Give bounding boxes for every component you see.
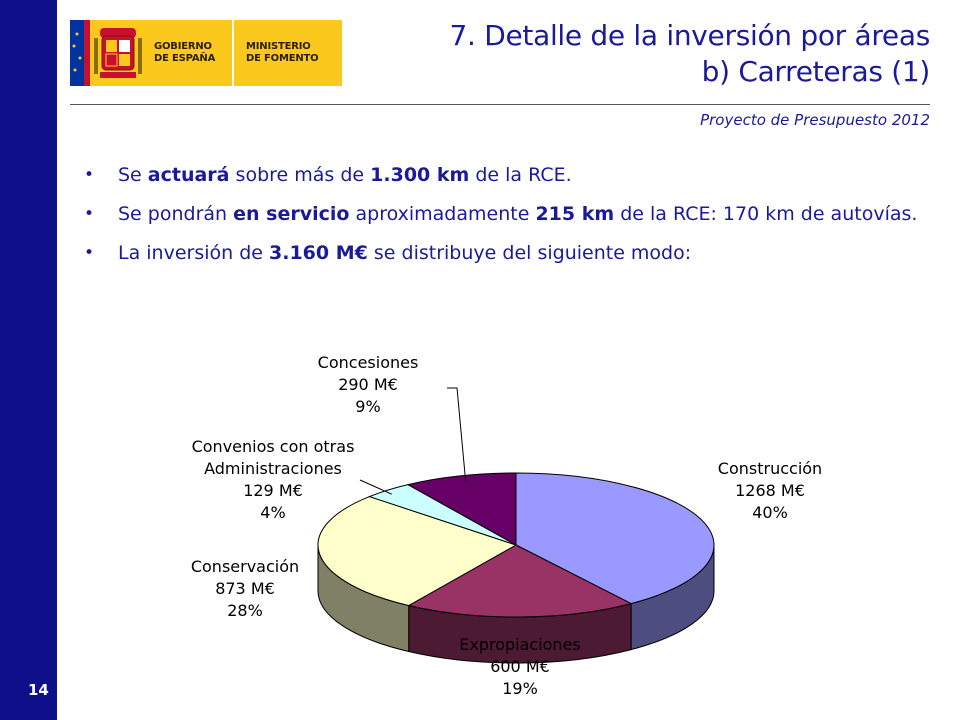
investment-pie-chart [160,340,920,720]
slide-subtitle: Proyecto de Presupuesto 2012 [700,111,930,129]
logo-divider [232,20,234,86]
bullet-dot-icon: • [84,243,95,263]
side-bar [0,0,57,720]
gobierno-wordmark: GOBIERNO DE ESPAÑA [154,41,216,64]
title-line-2: b) Carreteras (1) [701,55,930,88]
label-convenios: Convenios con otras Administraciones 129 M€ 4% [191,437,355,522]
ministerio-wordmark: MINISTERIO DE FOMENTO [246,41,319,64]
page-number: 14 [28,681,49,699]
bullet-dot-icon: • [84,165,95,185]
bullet-dot-icon: • [84,204,95,224]
header-divider [70,104,930,105]
bullet-list [84,162,930,279]
pie-tops [318,473,714,617]
coat-of-arms-icon [70,20,148,86]
label-construccion: Construcción 1268 M€ 40% [717,459,823,522]
label-conservacion: Conservación 873 M€ 28% [190,557,300,620]
bullet-item: • Se actuará sobre más de 1.300 km de la RCE. [84,162,930,189]
title-line-1: 7. Detalle de la inversión por áreas [449,19,930,52]
bullet-item: • La inversión de 3.160 M€ se distribuye del siguiente modo: [84,240,930,267]
government-logo [70,20,342,86]
label-expropiaciones: Expropiaciones 600 M€ 19% [459,635,581,698]
label-concesiones: Concesiones 290 M€ 9% [317,353,419,416]
slide-title [450,18,931,90]
bullet-item: • Se pondrán en servicio aproximadamente 215 km de la RCE: 170 km de autovías. [84,201,930,228]
leader-concesiones [447,388,466,482]
